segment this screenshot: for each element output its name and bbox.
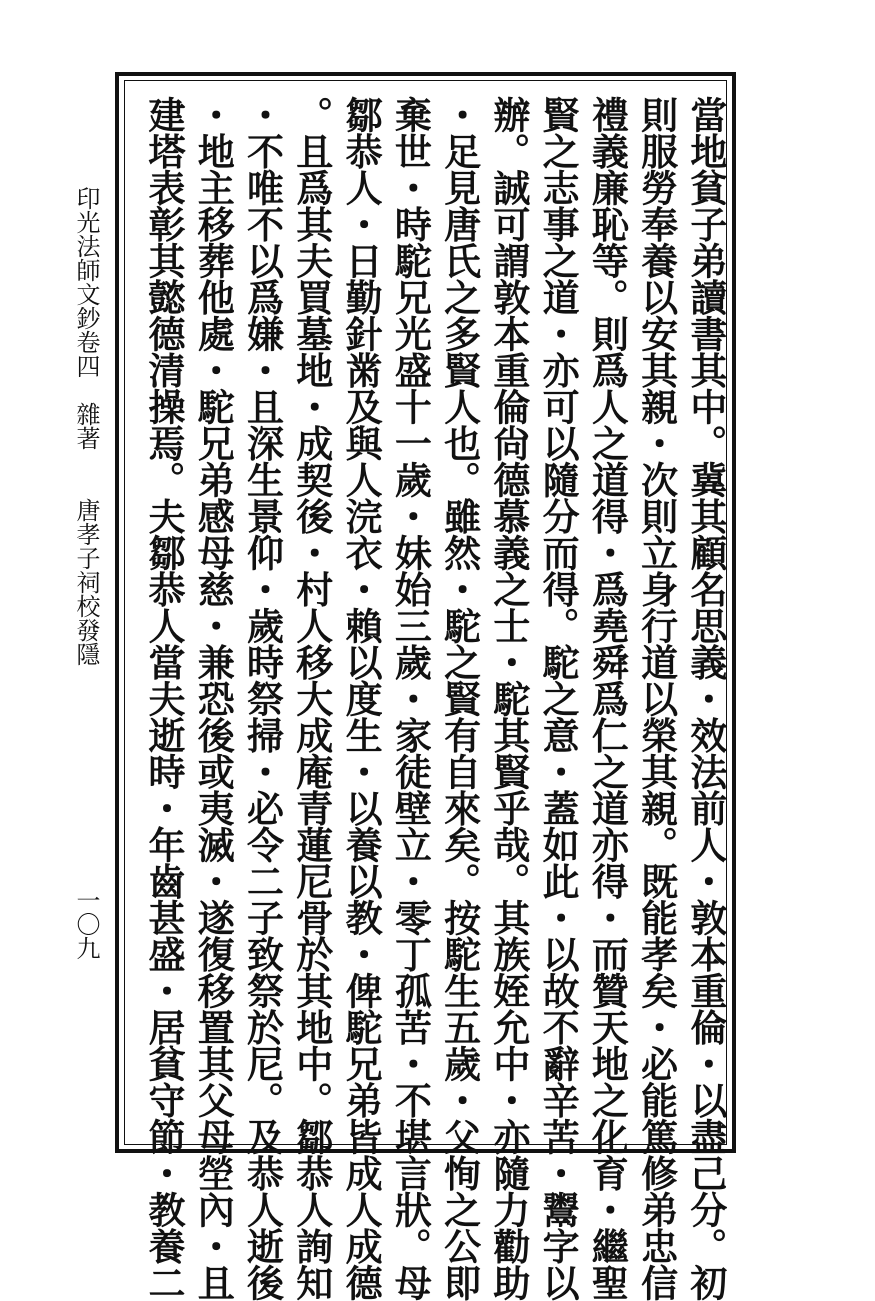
page-number: 一〇九 xyxy=(72,888,100,960)
text-column-5: 辦。誠可謂敦本重倫尙德慕義之士・駝其賢乎哉。其族姪允中・亦隨力勸助 xyxy=(486,96,531,1301)
text-column-1: 當地貧子弟讀書其中。冀其顧名思義・效法前人・敦本重倫・以盡己分。初 xyxy=(683,96,728,1301)
text-column-9: 。且爲其夫買墓地・成契後・村人移大成庵青蓮尼骨於其地中。鄒恭人詢知 xyxy=(289,96,334,1301)
text-column-4: 賢之志事之道・亦可以隨分而得。駝之意・蓋如此・以故不辭辛苦・鬻字以 xyxy=(536,96,581,1301)
running-title: 印光法師文鈔卷四 雜著 唐孝子祠校發隱 xyxy=(72,186,100,666)
text-column-3: 禮義廉恥等。則爲人之道得・爲堯舜爲仁之道亦得・而贊天地之化育・繼聖 xyxy=(585,96,630,1301)
text-column-10: ・不唯不以爲嫌・且深生景仰・歲時祭掃・必令二子致祭於尼。及恭人逝後 xyxy=(240,96,285,1301)
text-column-12: 建塔表彰其懿德清操焉。夫鄒恭人當夫逝時・年齒甚盛・居貧守節・教養二 xyxy=(142,96,186,1301)
text-column-6: ・足見唐氏之多賢人也。雖然・駝之賢有自來矣。按駝生五歲・父恂之公即 xyxy=(437,96,482,1301)
text-column-8: 鄒恭人・日勤針黹及與人浣衣・賴以度生・以養以教・俾駝兄弟皆成人成德 xyxy=(339,96,384,1301)
main-text-block xyxy=(134,96,728,1301)
text-column-11: ・地主移葬他處・駝兄弟感母慈・兼恐後或夷滅・遂復移置其父母塋內・且 xyxy=(191,96,236,1301)
text-column-7: 棄世・時駝兄光盛十一歲・妹始三歲・家徒壁立・零丁孤苦・不堪言狀。母 xyxy=(388,96,433,1301)
text-column-2: 則服勞奉養以安其親・次則立身行道以榮其親。既能孝矣・必能篤修弟忠信 xyxy=(634,96,679,1301)
